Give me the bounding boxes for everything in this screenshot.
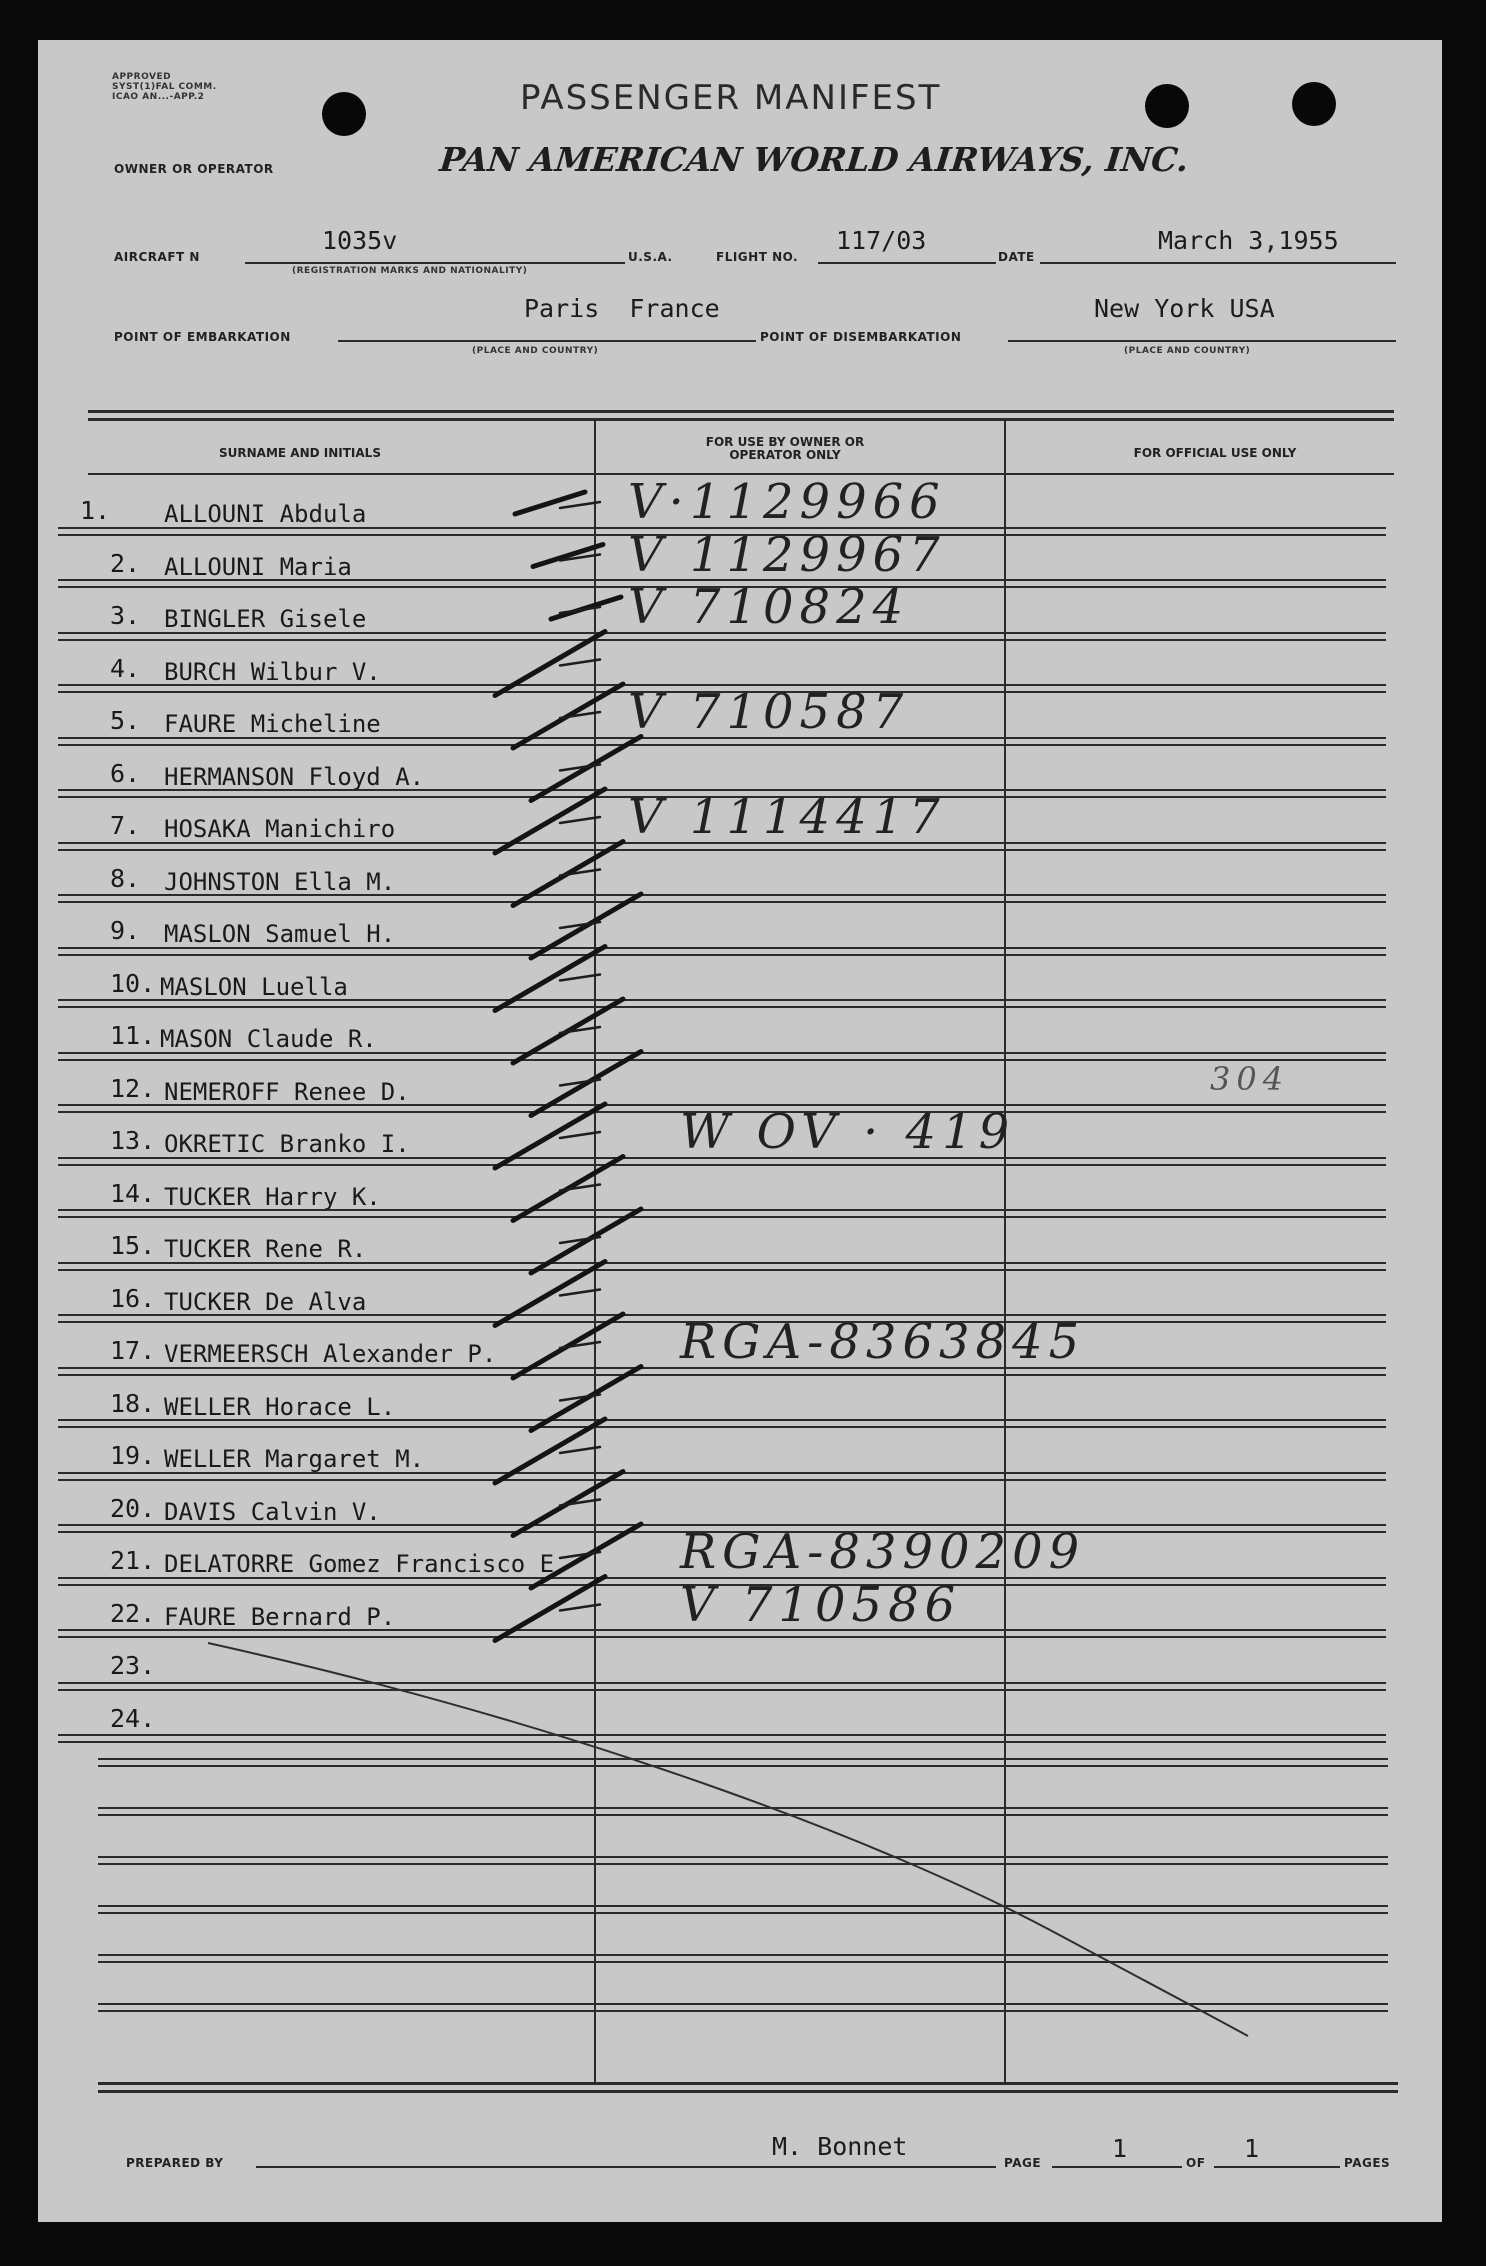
dash-mark <box>560 502 600 508</box>
row-number: 3. <box>110 601 141 630</box>
row-number: 20. <box>110 1493 156 1523</box>
row-number: 24. <box>110 1703 156 1733</box>
passenger-name: OKRETIC Branko I. <box>164 1130 410 1158</box>
passenger-name: ALLOUNI Abdula <box>164 500 367 528</box>
check-mark <box>531 737 641 801</box>
aircraft-value: 1035v <box>322 226 398 255</box>
embarkation-value: Paris France <box>524 294 720 323</box>
check-mark <box>531 1367 641 1431</box>
column-header-official-use: FOR OFFICIAL USE ONLY <box>1133 446 1297 460</box>
disembarkation-caption: (PLACE AND COUNTRY) <box>1124 346 1251 356</box>
check-mark <box>495 632 605 696</box>
check-mark <box>531 1524 641 1588</box>
manifest-title: PASSENGER MANIFEST <box>520 78 942 118</box>
passenger-name: DAVIS Calvin V. <box>164 1497 381 1526</box>
embarkation-caption: (PLACE AND COUNTRY) <box>472 346 599 356</box>
passenger-name: MASLON Samuel H. <box>164 920 396 948</box>
row-number: 18. <box>110 1388 156 1418</box>
date-value: March 3,1955 <box>1158 226 1339 255</box>
passenger-name: FAURE Micheline <box>164 710 381 738</box>
check-mark <box>495 1577 605 1641</box>
passenger-name: TUCKER De Alva <box>164 1287 367 1316</box>
check-mark <box>531 1209 641 1273</box>
aircraft-caption: (REGISTRATION MARKS AND NATIONALITY) <box>292 266 528 276</box>
row-number: 21. <box>110 1546 156 1575</box>
passenger-name: NEMEROFF Renee D. <box>164 1077 410 1106</box>
owner-use-note: V 710586 <box>680 1576 962 1633</box>
row-number: 19. <box>110 1441 156 1470</box>
passenger-name: BURCH Wilbur V. <box>164 657 381 686</box>
row-number: 9. <box>110 916 141 945</box>
row-number: 14. <box>110 1178 156 1208</box>
check-mark <box>495 947 605 1011</box>
dash-mark <box>560 1447 600 1453</box>
owner-operator-label: OWNER OR OPERATOR <box>114 162 274 176</box>
column-header-surname: SURNAME AND INITIALS <box>219 446 381 460</box>
flight-label: FLIGHT NO. <box>716 250 799 264</box>
passenger-name: VERMEERSCH Alexander P. <box>164 1340 497 1368</box>
owner-use-note: V 1129967 <box>628 526 946 583</box>
owner-use-note: V 1114417 <box>628 789 946 845</box>
row-number: 15. <box>110 1231 156 1260</box>
passenger-name: FAURE Bernard P. <box>164 1602 396 1631</box>
owner-use-note: RGA-8363845 <box>680 1314 1086 1370</box>
flight-value: 117/03 <box>836 226 927 255</box>
row-number: 5. <box>110 706 141 735</box>
approved-stamp-line-3: ICAO AN...-APP.2 <box>112 92 205 102</box>
official-use-note: 304 <box>1210 1059 1290 1098</box>
page-value: 1 <box>1112 2134 1128 2163</box>
date-label: DATE <box>998 250 1035 264</box>
passenger-name: MASLON Luella <box>160 972 348 1001</box>
row-number: 8. <box>110 863 141 893</box>
void-diagonal-stroke <box>208 1643 1248 2036</box>
prepared-by-value: M. Bonnet <box>772 2132 908 2161</box>
operator-name: PAN AMERICAN WORLD AIRWAYS, INC. <box>437 140 1191 179</box>
passenger-name: TUCKER Rene R. <box>164 1235 367 1263</box>
owner-use-note: V·1129966 <box>628 474 946 530</box>
passenger-name: TUCKER Harry K. <box>164 1182 381 1211</box>
check-mark <box>531 1052 641 1116</box>
dash-mark <box>560 817 600 823</box>
check-mark <box>495 1419 605 1483</box>
row-number: 16. <box>110 1283 156 1313</box>
check-mark <box>495 1104 605 1168</box>
check-mark <box>495 1262 605 1326</box>
disembarkation-label: POINT OF DISEMBARKATION <box>760 330 962 344</box>
check-mark <box>531 894 641 958</box>
page-label: PAGE <box>1004 2156 1042 2170</box>
passenger-name: HOSAKA Manichiro <box>164 815 396 843</box>
approved-stamp-line-2: SYST(1)FAL COMM. <box>112 82 217 92</box>
row-number: 7. <box>110 811 141 840</box>
of-value: 1 <box>1244 2134 1260 2163</box>
row-number: 22. <box>110 1598 156 1628</box>
of-label: OF <box>1186 2156 1206 2170</box>
owner-use-note: V 710587 <box>628 684 910 740</box>
passenger-name: MASON Claude R. <box>160 1025 377 1053</box>
disembarkation-value: New York USA <box>1094 294 1275 323</box>
row-number: 13. <box>110 1126 156 1155</box>
dash-mark <box>560 1132 600 1138</box>
passenger-name: WELLER Horace L. <box>164 1392 396 1421</box>
passenger-name: ALLOUNI Maria <box>164 552 352 581</box>
row-number: 12. <box>110 1073 156 1103</box>
passenger-name: WELLER Margaret M. <box>164 1445 425 1473</box>
flight-prefix: U.S.A. <box>628 250 673 264</box>
row-number: 1. <box>80 496 111 525</box>
owner-use-note: W OV · 419 <box>680 1104 1016 1160</box>
row-number: 10. <box>110 968 156 998</box>
dash-mark <box>560 660 600 666</box>
check-mark <box>495 789 605 853</box>
check-mark <box>515 492 585 514</box>
prepared-by-label: PREPARED BY <box>126 2156 224 2170</box>
row-number: 17. <box>110 1336 156 1365</box>
embarkation-label: POINT OF EMBARKATION <box>114 330 291 344</box>
row-number: 2. <box>110 548 141 578</box>
row-number: 6. <box>110 758 141 788</box>
passenger-name: BINGLER Gisele <box>164 605 367 633</box>
row-number: 23. <box>110 1651 156 1680</box>
passenger-name: JOHNSTON Ella M. <box>164 867 396 896</box>
passenger-name: HERMANSON Floyd A. <box>164 762 425 791</box>
owner-use-note: V 710824 <box>628 579 910 635</box>
dash-mark <box>560 1290 600 1296</box>
aircraft-label: AIRCRAFT N <box>114 250 200 264</box>
dash-mark <box>560 975 600 981</box>
pages-label: PAGES <box>1344 2156 1391 2170</box>
approved-stamp-line-1: APPROVED <box>112 72 172 82</box>
owner-use-note: RGA-8390209 <box>680 1524 1086 1580</box>
passenger-name: DELATORRE Gomez Francisco E. <box>164 1550 569 1578</box>
column-header-owner-use: FOR USE BY OWNER OR OPERATOR ONLY <box>705 435 865 462</box>
row-number: 11. <box>110 1021 156 1050</box>
row-number: 4. <box>110 653 141 683</box>
dash-mark <box>560 1605 600 1611</box>
